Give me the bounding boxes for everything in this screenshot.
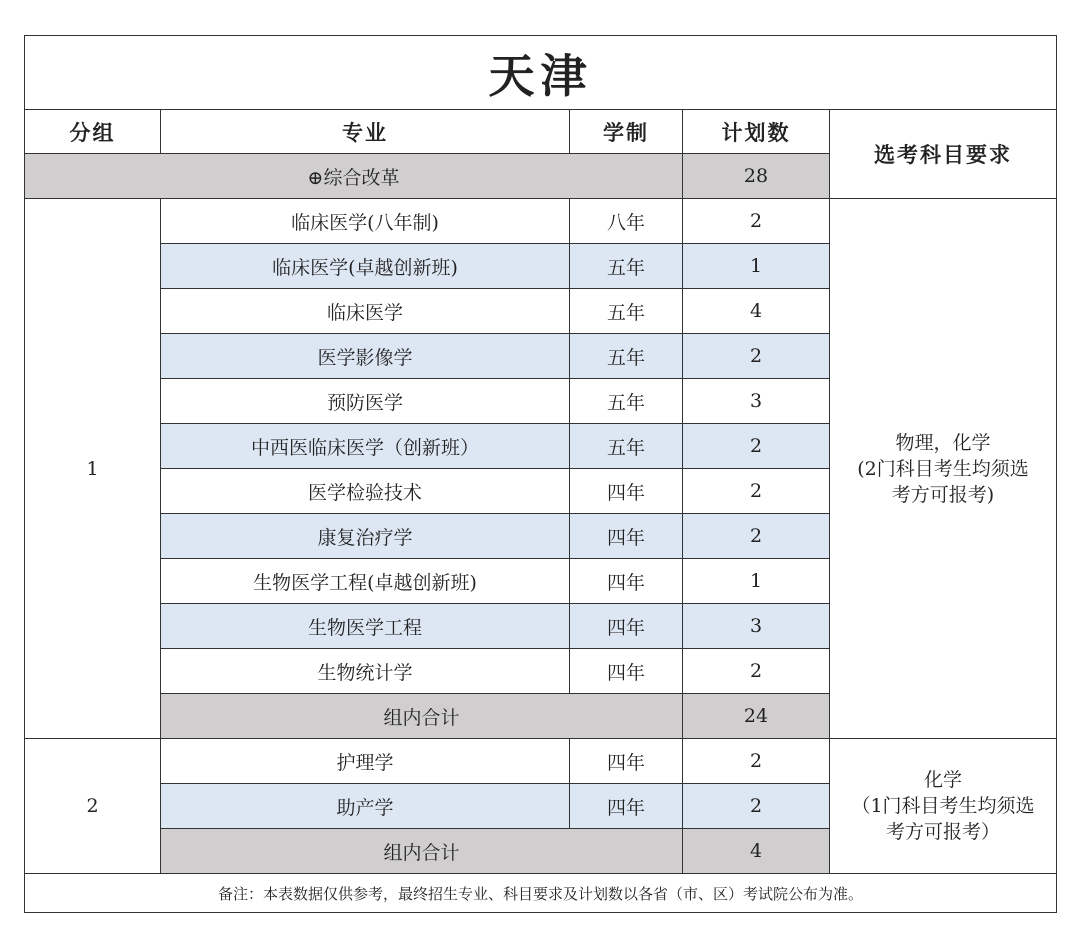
table-row-duration: 五年 xyxy=(570,379,683,424)
table-row-duration: 四年 xyxy=(570,784,683,829)
group-1-subtotal-label: 组内合计 xyxy=(161,694,683,739)
table-row-duration: 五年 xyxy=(570,289,683,334)
group-1-requirement xyxy=(830,199,1057,739)
table-row-count: 1 xyxy=(683,559,830,604)
table-row-count: 2 xyxy=(683,424,830,469)
overview-count: 28 xyxy=(683,154,830,199)
table-row-duration: 五年 xyxy=(570,334,683,379)
table-row-count: 2 xyxy=(683,739,830,784)
table-row-major: 康复治疗学 xyxy=(161,514,570,559)
footnote: 备注：本表数据仅供参考，最终招生专业、科目要求及计划数以各省（市、区）考试院公布为准。 xyxy=(25,874,1057,913)
table-row-count: 2 xyxy=(683,469,830,514)
table-row-major: 预防医学 xyxy=(161,379,570,424)
table-row-duration: 八年 xyxy=(570,199,683,244)
header-plan: 计划数 xyxy=(683,110,830,154)
table-row-count: 3 xyxy=(683,604,830,649)
group-2-id: 2 xyxy=(25,739,161,874)
table-row-duration: 四年 xyxy=(570,649,683,694)
group-2-subtotal: 4 xyxy=(683,829,830,874)
table-title: 天津 xyxy=(25,36,1057,110)
table-row-count: 1 xyxy=(683,244,830,289)
header-major: 专业 xyxy=(161,110,570,154)
table-row-major: 临床医学(卓越创新班) xyxy=(161,244,570,289)
table-row-major: 临床医学 xyxy=(161,289,570,334)
overview-label: ⊕综合改革 xyxy=(25,154,683,199)
admission-table xyxy=(24,35,1057,913)
requirement-line: 化学 xyxy=(923,769,962,791)
table-row-major: 医学检验技术 xyxy=(161,469,570,514)
requirement-line: 考方可报考) xyxy=(891,483,995,506)
table-row-duration: 四年 xyxy=(570,739,683,784)
requirement-line: (2门科目考生均须选 xyxy=(857,457,1029,480)
requirement-line: 考方可报考） xyxy=(885,821,1000,843)
group-1-id: 1 xyxy=(25,199,161,739)
table-row-count: 2 xyxy=(683,334,830,379)
table-row-count: 2 xyxy=(683,514,830,559)
table-row-major: 护理学 xyxy=(161,739,570,784)
requirement-line: （1门科目考生均须选 xyxy=(851,795,1035,817)
header-requirement: 选考科目要求 xyxy=(830,110,1057,199)
group-2-requirement xyxy=(830,739,1057,874)
table-row-major: 临床医学(八年制) xyxy=(161,199,570,244)
table-row-major: 医学影像学 xyxy=(161,334,570,379)
table-row-count: 3 xyxy=(683,379,830,424)
header-group: 分组 xyxy=(25,110,161,154)
table-row-major: 生物统计学 xyxy=(161,649,570,694)
group-1-subtotal: 24 xyxy=(683,694,830,739)
table-row-count: 2 xyxy=(683,199,830,244)
group-2-subtotal-label: 组内合计 xyxy=(161,829,683,874)
table-row-count: 4 xyxy=(683,289,830,334)
header-duration: 学制 xyxy=(570,110,683,154)
table-row-count: 2 xyxy=(683,649,830,694)
table-row-count: 2 xyxy=(683,784,830,829)
requirement-line: 物理，化学 xyxy=(895,431,991,454)
table-row-duration: 四年 xyxy=(570,559,683,604)
table-row-duration: 四年 xyxy=(570,514,683,559)
table-row-major: 生物医学工程 xyxy=(161,604,570,649)
table-row-major: 助产学 xyxy=(161,784,570,829)
table-row-duration: 四年 xyxy=(570,469,683,514)
table-row-duration: 五年 xyxy=(570,244,683,289)
table-row-duration: 五年 xyxy=(570,424,683,469)
table-row-duration: 四年 xyxy=(570,604,683,649)
table-row-major: 生物医学工程(卓越创新班) xyxy=(161,559,570,604)
table-row-major: 中西医临床医学（创新班） xyxy=(161,424,570,469)
